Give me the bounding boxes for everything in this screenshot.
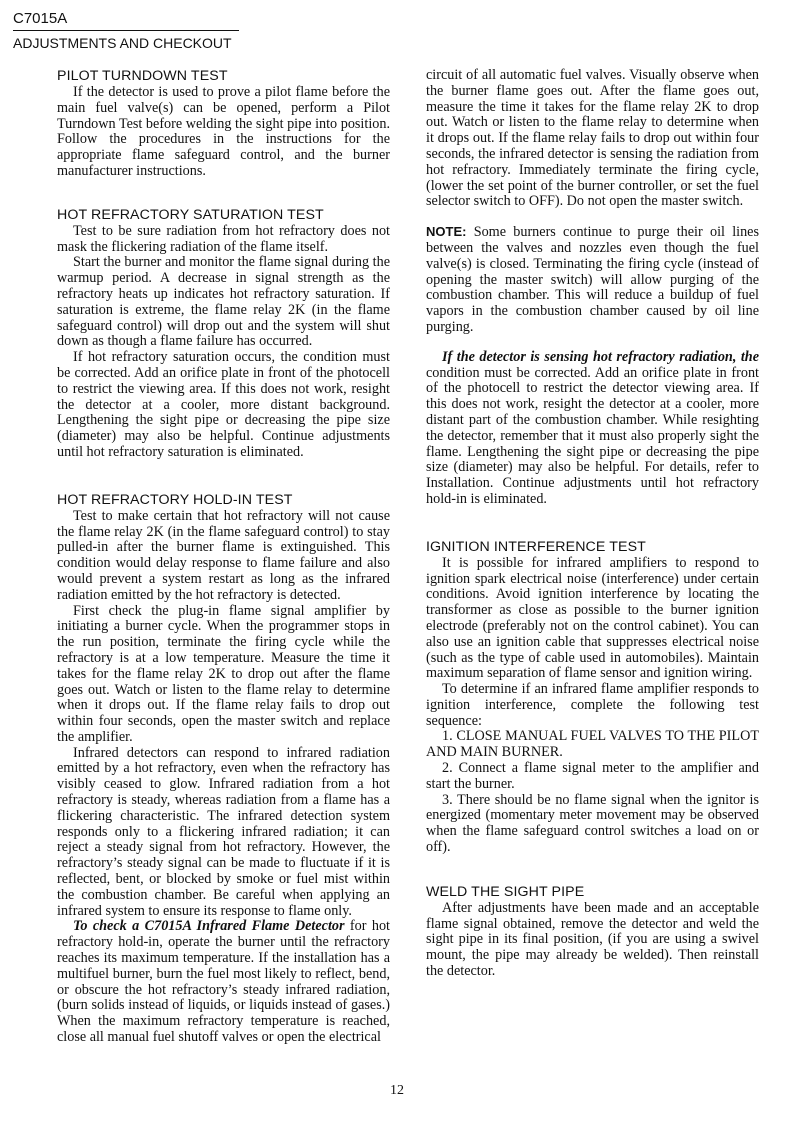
paragraph-body: for hot refractory hold-in, operate the burner until the refractory reaches its maximum temperature. If the installation has a multifuel burner, burn the fuel most likely to reflect, bend, or obscure the hot refractory’s steady infrared radiation, (burn solids instead of liquids, or liquids instead of gases.) When the maximum refractory temperature is reached, close all manual fuel shutoff valves or open the electrical (57, 918, 390, 1046)
test-step-1: 1. CLOSE MANUAL FUEL VALVES TO THE PILOT AND MAIN BURNER. (426, 728, 759, 761)
paragraph: It is possible for infrared amplifiers to respond to ignition spark electrical noise (interference) under certain conditions. Avoid ignition interference by locating the transformer as close as possible to the burner ignition electrode (preferably not on the control cabinet). You can also use an ignition cable that suppresses electrical noise (such as the type of cable used in automobiles). Maintain maximum separation of flame sensor and ignition wiring. (426, 554, 759, 682)
heading-pilot-turndown: PILOT TURNDOWN TEST (57, 68, 228, 84)
paragraph-lead: If the detector is sensing hot refractory radiation, the (442, 348, 759, 365)
paragraph: Test to make certain that hot refractory will not cause the flame relay 2K (in the flame safeguard control) to stay pulled-in after the burner flame is extinguished. This condition would delay response to flame failure and also would prevent a system restart as long as the infrared radiation emitted by the hot refractory is detected. (57, 507, 390, 603)
paragraph-sensing-detector (426, 350, 759, 508)
note-label: NOTE: (426, 224, 467, 240)
paragraph-body: condition must be corrected. Add an orifice plate in front of the photocell to restrict the detector viewing area. If this does not work, resight the detector at a cooler, more distant part of the combustion chamber. While resighting the detector, remember that it must also properly sight the flame. Lengthening the sight pipe or decreasing the pipe size (diameter) may also be helpful. For details, refer to Installation. Continue adjustments until hot refractory hold-in is eliminated. (426, 364, 759, 507)
paragraph: To determine if an infrared flame amplifier responds to ignition interference, complete the following test sequence: (426, 681, 759, 729)
paragraph-check-detector (57, 919, 390, 1045)
spacer (426, 856, 759, 884)
note-text: Some burners continue to purge their oil lines between the valves and nozzles even though the fuel valve(s) is closed. Terminating the firing cycle (instead of opening the master switch) will allow purging of the combustion chamber. This will reduce a buildup of fuel vapors in the combustion chamber caused by oil line purging. (426, 224, 759, 335)
paragraph-continued (426, 68, 759, 210)
heading-weld-sight-pipe: WELD THE SIGHT PIPE (426, 883, 585, 900)
paragraph: If hot refractory saturation occurs, the condition must be corrected. Add an orifice plate in front of the photocell to restrict the viewing area. If this does not work, resight the detector at a cooler, more distant background. Lengthening the sight pipe or decreasing the pipe size (diameter) may also be helpful. Continue adjustments until hot refractory saturation is eliminated. (57, 349, 390, 460)
page-header (13, 10, 239, 52)
paragraph: If the detector is used to prove a pilot flame before the main fuel valve(s) can be opened, perform a Pilot Turndown Test before welding the sight pipe into position. Follow the procedures in the instructions for the appropriate flame safeguard control, and the burner manufacturer instructions. (57, 84, 390, 179)
heading-hot-refractory-holdin: HOT REFRACTORY HOLD-IN TEST (57, 491, 293, 508)
paragraph: First check the plug-in flame signal amplifier by initiating a burner cycle. When the programmer stops in the run position, terminate the firing cycle while the refractory is at a low temperature. Measure the time it takes for the flame relay 2K to drop out after the flame goes out. Watch or listen to the flame relay to determine when it drops out. If the flame relay fails to drop out within four seconds, open the master switch and replace the amplifier. (57, 602, 390, 745)
left-column (57, 68, 390, 1046)
test-step-3: 3. There should be no flame signal when the ignitor is energized (momentary meter movement may be observed when the flame safeguard control switches a load on or off). (426, 791, 759, 856)
paragraph-lead: To check a C7015A Infrared Flame Detector (73, 918, 345, 935)
heading-hot-refractory-saturation: HOT REFRACTORY SATURATION TEST (57, 206, 324, 223)
model-number: C7015A (13, 10, 239, 31)
spacer (426, 336, 759, 350)
page-number: 12 (390, 1083, 404, 1098)
paragraph: After adjustments have been made and an acceptable flame signal obtained, remove the detector and weld the sight pipe in its final position, (if you are using a swivel mount, the pipe may already be welded). Then reinstall the detector. (426, 899, 759, 980)
paragraph: Infrared detectors can respond to infrared radiation emitted by a hot refractory, even when the refractory has visibly ceased to glow. Infrared radiation from a hot refractory is steady, whereas radiation from a flame has a flickering characteristic. The infrared detection system responds only to a flickering infrared radiation; it can reject a steady signal from hot refractory. However, the refractory’s steady signal can be made to fluctuate if it is reflected, bent, or blocked by smoke or fuel mist within the combustion chamber. Be careful when applying an infrared system to ensure its response to flame only. (57, 744, 390, 919)
paragraph: Test to be sure radiation from hot refractory does not mask the flickering radiation of the flame itself. (57, 222, 390, 255)
paragraph: Start the burner and monitor the flame signal during the warmup period. A decrease in signal strength as the refractory heats up indicates hot refractory saturation. If saturation is extreme, the flame relay 2K (in the flame safeguard control) will drop out and the system will shut down as though a flame failure has occurred. (57, 254, 390, 350)
spacer (426, 210, 759, 224)
heading-ignition-interference: IGNITION INTERFERENCE TEST (426, 538, 646, 555)
test-step-2: 2. Connect a flame signal meter to the amplifier and start the burner. (426, 760, 759, 792)
right-column (426, 68, 759, 980)
paragraph-body-continued: circuit of all automatic fuel valves. Visually observe when the burner flame goes out. After the flame goes out, measure the time it takes for the flame relay 2K to drop out. Watch or listen to the flame relay to determine when it drops out. If the flame relay fails to drop out within four seconds, the infrared detector is sensing the radiation from hot refractory. Immediately terminate the firing cycle, (lower the set point of the burner controller, or set the fuel selector switch to OFF). Do not open the master switch. (426, 67, 759, 210)
spacer (426, 508, 759, 539)
section-title: ADJUSTMENTS AND CHECKOUT (13, 35, 232, 51)
note-block (426, 224, 759, 336)
